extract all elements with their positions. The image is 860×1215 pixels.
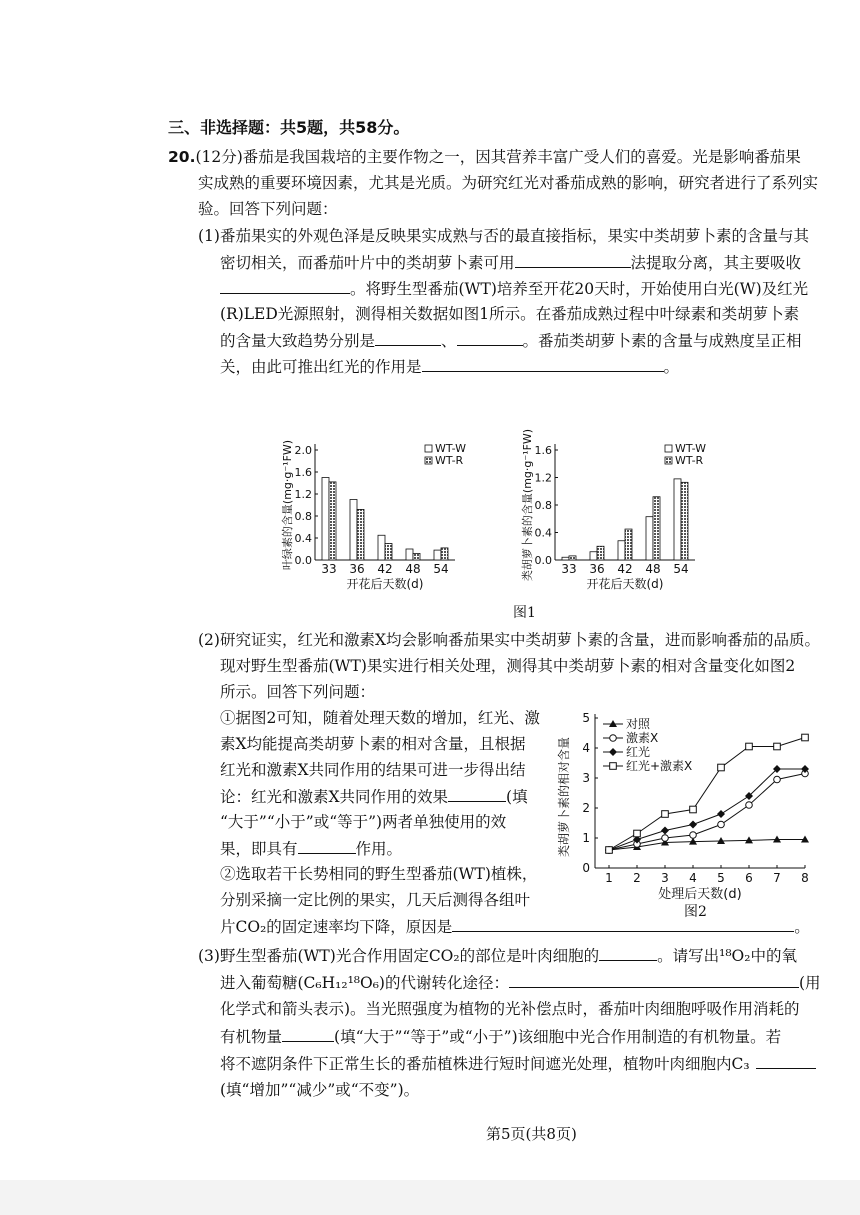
page-footer: 第5页(共8页) — [486, 1125, 577, 1143]
part2-text: 果，即具有 — [220, 840, 298, 858]
legend-marker-3 — [610, 763, 617, 770]
figure-2 — [555, 708, 825, 908]
y-tick-label: 4 — [582, 741, 590, 755]
bar-wt-r-42 — [385, 544, 392, 561]
x-tick-label: 36 — [349, 562, 365, 576]
answer-blank-pathway[interactable] — [509, 972, 799, 988]
bar-wt-w-33 — [322, 478, 329, 561]
bar-wt-r-42 — [625, 529, 632, 560]
answer-blank-site[interactable] — [599, 945, 657, 961]
bar-wt-w-48 — [646, 517, 653, 560]
x-tick-label: 4 — [689, 871, 697, 885]
bar-wt-r-54 — [441, 548, 448, 560]
x-tick-label: 48 — [645, 562, 661, 576]
section-header: 三、非选择题：共5题，共58分。 — [168, 118, 410, 137]
x-tick-label: 48 — [405, 562, 421, 576]
y-tick-label: 1.6 — [534, 444, 552, 457]
part1-text: 密切相关，而番茄叶片中的类胡萝卜素可用 — [220, 254, 515, 272]
x-tick-label: 2 — [633, 871, 641, 885]
point-3-2 — [634, 830, 641, 837]
part2-text: (填 — [506, 788, 528, 806]
y-tick-label: 1.2 — [294, 488, 312, 501]
part1-text: 法提取分离，其主要吸收 — [630, 254, 802, 272]
bar-wt-r-33 — [329, 482, 336, 560]
y-tick-label: 2 — [582, 801, 590, 815]
y-axis-title: 叶绿素的含量(mg·g⁻¹FW) — [281, 439, 294, 571]
part1-line2 — [220, 252, 801, 273]
answer-blank-absorb[interactable] — [220, 278, 350, 294]
intro-text-1: (12分)番茄是我国栽培的主要作物之一，因其营养丰富广受人们的喜爱。光是影响番茄果 — [195, 148, 801, 166]
part1-line5 — [220, 330, 802, 351]
part3-text: 有机物量 — [220, 1028, 283, 1046]
point-3-4 — [690, 806, 697, 813]
part3-text: (3)野生型番茄(WT)光合作用固定CO₂的部位是叶肉细胞的 — [198, 947, 600, 965]
part1-line1: (1)番茄果实的外观色泽是反映果实成熟与否的最直接指标，果实中类胡萝卜素的含量与其 — [198, 227, 809, 245]
x-tick-label: 42 — [617, 562, 633, 576]
part2-sub1-line4 — [220, 786, 528, 807]
question-intro-line3: 验。回答下列问题： — [198, 200, 338, 218]
part2-text: 片CO₂的固定速率均下降，原因是 — [220, 918, 453, 936]
figure-1-caption: 图1 — [513, 605, 536, 621]
part3-text: (用 — [798, 974, 821, 992]
part2-sub1-line5: “大于”“小于”或“等于”)两者单独使用的效 — [220, 813, 507, 831]
bar-wt-r-48 — [653, 497, 660, 560]
part2-line3: 所示。回答下列问题： — [220, 683, 376, 701]
part1-text: 、 — [441, 332, 457, 350]
x-tick-label: 42 — [377, 562, 393, 576]
x-tick-label: 33 — [561, 562, 577, 576]
part1-line3 — [220, 278, 808, 299]
part1-line4: (R)LED光源照射，测得相关数据如图1所示。在番茄成熟过程中叶绿素和类胡萝卜素 — [220, 305, 800, 323]
y-tick-label: 5 — [582, 711, 590, 725]
y-tick-label: 2.0 — [294, 444, 312, 457]
part3-text: 将不遮阴条件下正常生长的番茄植株进行短时间遮光处理，植物叶肉细胞内C₃ — [220, 1055, 750, 1073]
legend-label: WT-R — [675, 454, 704, 467]
x-tick-label: 6 — [745, 871, 753, 885]
legend-swatch-wt-r — [425, 457, 432, 464]
part1-text: 。 — [663, 358, 680, 376]
part1-text: 。番茄类胡萝卜素的含量与成熟度呈正相 — [522, 332, 802, 350]
figure-1 — [281, 380, 745, 595]
part3-line4 — [220, 1026, 781, 1047]
x-tick-label: 54 — [673, 562, 689, 576]
bar-wt-w-42 — [618, 541, 625, 560]
legend-swatch-wt-w — [425, 445, 432, 452]
x-axis-title: 处理后天数(d) — [658, 887, 742, 902]
question-number: 20. — [168, 148, 196, 166]
part3-text: 。请写出¹⁸O₂中的氧 — [657, 947, 797, 965]
y-tick-label: 1 — [582, 831, 590, 845]
bar-wt-w-42 — [378, 535, 385, 560]
answer-blank-compare[interactable] — [448, 786, 506, 802]
x-axis-title: 开花后天数(d) — [586, 577, 664, 591]
legend-swatch-wt-w — [665, 445, 672, 452]
point-1-6 — [746, 802, 753, 809]
part3-text: 进入葡萄糖(C₆H₁₂¹⁸O₆)的代谢转化途径： — [220, 974, 509, 992]
legend-label: 红光 — [626, 745, 651, 759]
legend-label: 红光+激素X — [626, 759, 693, 773]
x-axis-title: 开花后天数(d) — [346, 577, 424, 591]
y-tick-label: 0 — [582, 861, 590, 875]
bottom-edge-strip — [0, 1180, 860, 1215]
answer-blank-compare2[interactable] — [282, 1026, 334, 1042]
point-3-7 — [774, 743, 781, 750]
answer-blank-effect[interactable] — [298, 838, 356, 854]
bar-wt-r-33 — [569, 556, 576, 560]
part3-line2 — [220, 972, 821, 993]
question-intro-line2: 实成熟的重要环境因素，尤其是光质。为研究红光对番茄成熟的影响，研究者进行了系列实 — [198, 174, 819, 192]
part3-line6: (填“增加”“减少”或“不变”)。 — [220, 1081, 420, 1099]
part2-sub1-line2: 素X均能提高类胡萝卜素的相对含量，且根据 — [220, 735, 526, 753]
legend-marker-2 — [609, 748, 617, 756]
point-1-4 — [690, 832, 697, 839]
part2-sub1-line3: 红光和激素X共同作用的结果可进一步得出结 — [220, 761, 526, 779]
part2-line1: (2)研究证实，红光和激素X均会影响番茄果实中类胡萝卜素的含量，进而影响番茄的品质。 — [198, 631, 820, 649]
y-tick-label: 3 — [582, 771, 590, 785]
answer-blank-trend2[interactable] — [457, 330, 523, 346]
bar-wt-w-33 — [562, 557, 569, 560]
part3-line1 — [198, 945, 797, 966]
question-intro-line1 — [168, 147, 801, 167]
answer-blank-trend1[interactable] — [375, 330, 441, 346]
bar-wt-w-54 — [674, 479, 681, 560]
point-3-8 — [802, 734, 809, 741]
part1-text: 。将野生型番茄(WT)培养至开花20天时，开始使用白光(W)及红光 — [350, 280, 809, 298]
y-tick-label: 0.0 — [294, 554, 312, 567]
part1-line6 — [220, 356, 679, 377]
y-axis-title: 类胡萝卜素的相对含量 — [557, 736, 571, 858]
y-tick-label: 0.0 — [534, 554, 552, 567]
bar-wt-r-36 — [597, 546, 604, 560]
point-1-5 — [718, 821, 725, 828]
bar-wt-r-36 — [357, 509, 364, 560]
y-tick-label: 1.2 — [534, 471, 552, 485]
legend-label: WT-W — [675, 442, 706, 455]
point-1-3 — [662, 835, 669, 842]
point-2-5 — [717, 810, 725, 818]
point-3-5 — [718, 764, 725, 771]
legend-label: 对照 — [626, 717, 651, 731]
y-tick-label: 0.4 — [294, 532, 312, 545]
part2-sub1-line6 — [220, 838, 402, 859]
x-tick-label: 33 — [321, 562, 337, 576]
x-tick-label: 7 — [773, 871, 781, 885]
part3-line5 — [220, 1053, 816, 1074]
x-tick-label: 54 — [433, 562, 449, 576]
bar-wt-r-48 — [413, 553, 420, 560]
part2-sub1-line1: ①据图2可知，随着处理天数的增加，红光、激 — [220, 709, 540, 727]
part2-text: 作用。 — [355, 840, 403, 858]
part1-text: 关，由此可推出红光的作用是 — [220, 358, 422, 376]
part2-sub2-line2: 分别采摘一定比例的果实，几天后测得各组叶 — [220, 891, 531, 909]
x-tick-label: 5 — [717, 871, 725, 885]
legend-label: WT-W — [435, 442, 466, 455]
y-tick-label: 0.8 — [294, 510, 312, 523]
part2-line2: 现对野生型番茄(WT)果实进行相关处理，测得其中类胡萝卜素的相对含量变化如图2 — [220, 657, 796, 675]
legend-label: WT-R — [435, 454, 464, 467]
part3-line3: 化学式和箭头表示)。当光照强度为植物的光补偿点时，番茄叶肉细胞呼吸作用消耗的 — [220, 1000, 800, 1018]
y-axis-title: 类胡萝卜素的含量(mg·g⁻¹FW) — [521, 428, 534, 582]
y-tick-label: 0.4 — [534, 526, 552, 540]
answer-blank-c3[interactable] — [756, 1053, 816, 1069]
point-3-3 — [662, 811, 669, 818]
answer-blank-redlight-role[interactable] — [422, 356, 664, 372]
part2-text: 。 — [794, 918, 810, 936]
y-tick-label: 0.8 — [534, 499, 552, 512]
legend-swatch-wt-r — [665, 457, 672, 464]
y-tick-label: 1.6 — [294, 466, 312, 479]
x-tick-label: 8 — [801, 871, 809, 885]
point-2-4 — [689, 821, 697, 829]
part3-text: (填“大于”“等于”或“小于”)该细胞中光合作用制造的有机物量。若 — [334, 1028, 782, 1046]
point-1-7 — [774, 776, 781, 783]
part1-text: 的含量大致趋势分别是 — [220, 332, 376, 350]
x-tick-label: 36 — [589, 562, 605, 576]
bar-wt-w-48 — [406, 549, 413, 560]
x-tick-label: 3 — [661, 871, 669, 885]
point-3-1 — [606, 847, 613, 854]
part2-text: 论：红光和激素X共同作用的效果 — [220, 788, 449, 806]
figure-2-caption: 图2 — [684, 904, 707, 920]
bar-wt-w-36 — [350, 500, 357, 561]
part2-sub2-line1: ②选取若干长势相同的野生型番茄(WT)植株， — [220, 865, 538, 883]
answer-blank-method[interactable] — [515, 252, 631, 268]
point-3-6 — [746, 743, 753, 750]
bar-wt-w-54 — [434, 550, 441, 560]
legend-label: 激素X — [626, 731, 659, 745]
legend-marker-1 — [610, 735, 617, 742]
part2-sub2-line3 — [220, 916, 810, 937]
bar-wt-r-54 — [681, 482, 688, 560]
bar-wt-w-36 — [590, 552, 597, 560]
x-tick-label: 1 — [605, 871, 613, 885]
answer-blank-reason[interactable] — [452, 916, 794, 932]
point-2-3 — [661, 827, 669, 835]
